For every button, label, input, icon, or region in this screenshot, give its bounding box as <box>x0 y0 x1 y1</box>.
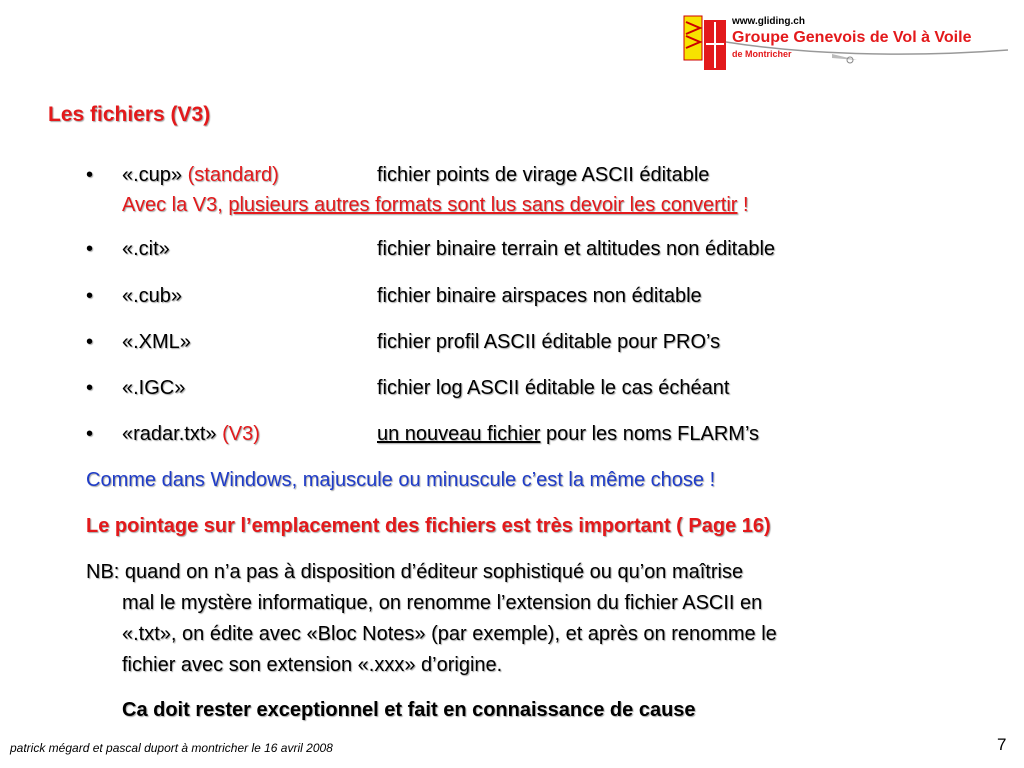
file-description: fichier binaire terrain et altitudes non éditable <box>377 238 776 260</box>
bullet-marker: • <box>86 331 94 353</box>
footer-credit: patrick mégard et pascal duport à montricher le 16 avril 2008 <box>10 741 333 755</box>
file-extension: «.cit» <box>122 238 170 260</box>
file-cup <box>122 163 279 187</box>
file-extension: «.cub» <box>122 285 183 307</box>
file-description: fichier log ASCII éditable le cas échéant <box>377 377 730 399</box>
file-extension: «radar.txt» <box>122 423 217 445</box>
file-tag: (V3) <box>222 423 260 445</box>
file-extension: «.IGC» <box>122 377 186 399</box>
file-radar <box>122 422 260 446</box>
page-number: 7 <box>997 735 1007 754</box>
file-description: fichier profil ASCII éditable pour PRO’s <box>377 331 721 353</box>
file-description <box>377 422 759 446</box>
club-logo <box>682 14 1012 74</box>
bullet-marker: • <box>86 164 94 186</box>
conclusion: Ca doit rester exceptionnel et fait en connaissance de cause <box>122 699 696 721</box>
note-prefix: Avec la V3, <box>122 194 229 216</box>
slide-title: Les fichiers (V3) <box>48 103 211 126</box>
bullet-marker: • <box>86 238 94 260</box>
file-extension: «.cup» <box>122 164 183 186</box>
nb-line-1: NB: quand on n’a pas à disposition d’éditeur sophistiqué ou qu’on maîtrise <box>86 561 744 583</box>
nb-line-2: mal le mystère informatique, on renomme l’extension du fichier ASCII en <box>122 592 763 614</box>
important-location-note: Le pointage sur l’emplacement des fichiers est très important ( Page 16) <box>86 515 771 537</box>
logo-url: www.gliding.ch <box>732 16 805 27</box>
nb-line-4: fichier avec son extension «.xxx» d’origine. <box>122 654 503 676</box>
formats-link[interactable]: plusieurs autres formats sont lus sans devoir les convertir <box>228 194 738 216</box>
logo-place: de Montricher <box>732 49 792 59</box>
bullet-marker: • <box>86 377 94 399</box>
case-insensitive-note: Comme dans Windows, majuscule ou minuscule c’est la même chose ! <box>86 469 716 491</box>
bullet-marker: • <box>86 285 94 307</box>
bullet-marker: • <box>86 423 94 445</box>
nb-line-3: «.txt», on édite avec «Bloc Notes» (par exemple), et après on renomme le <box>122 623 777 645</box>
file-description: fichier binaire airspaces non éditable <box>377 285 702 307</box>
v3-formats-note <box>122 193 749 217</box>
new-file-link[interactable]: un nouveau fichier <box>377 423 541 445</box>
file-extension: «.XML» <box>122 331 191 353</box>
file-description: fichier points de virage ASCII éditable <box>377 164 710 186</box>
description-rest: pour les noms FLARM’s <box>540 423 760 445</box>
file-tag: (standard) <box>187 164 279 186</box>
logo-org-name: Groupe Genevois de Vol à Voile <box>732 29 972 46</box>
note-suffix: ! <box>737 194 749 216</box>
